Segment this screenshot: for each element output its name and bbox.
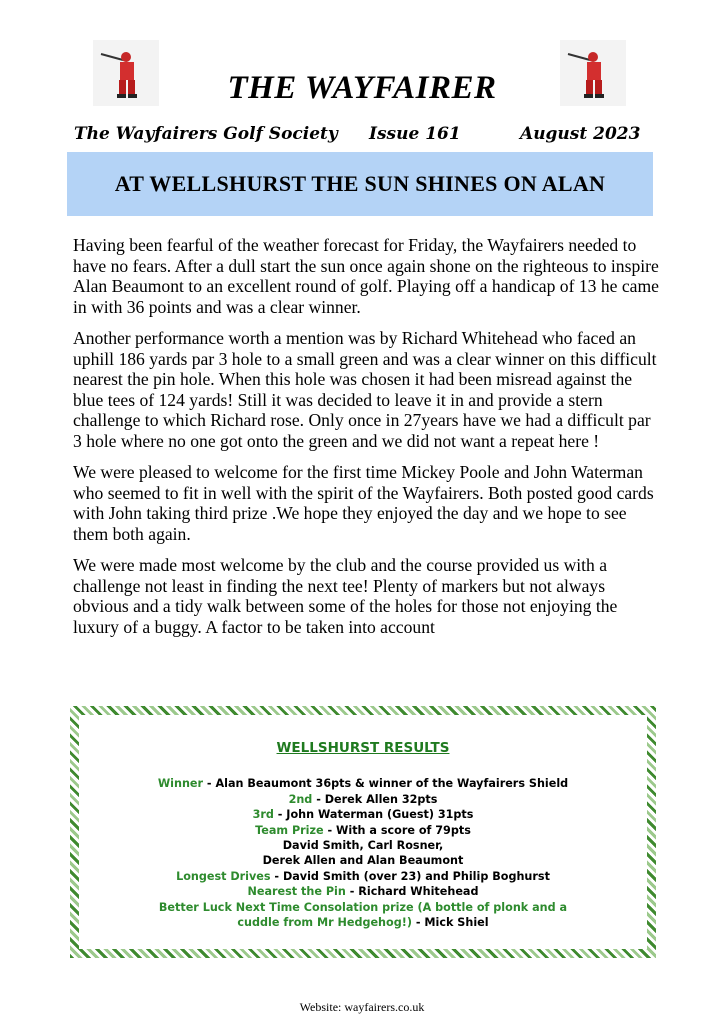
article-paragraph: We were made most welcome by the club and the course provided us with a challenge not least in finding the next tee! Plenty of markers but not always obvious and a tidy walk between some of the holes for those not enjoying the luxury of a buggy. A factor to be taken into account <box>73 555 618 637</box>
article-paragraph: Another performance worth a mention was by Richard Whitehead who faced an uphill 186 yards par 3 hole to a small green and was a clear winner on this difficult nearest the pin hole. When this hole was chosen it had been misread against the blue tees of 124 yards! Still it was decided to leave it in and provide a stern challenge to which Richard rose. Only once in 27years have we had a difficult par 3 hole where no one got onto the green and we did not want a repeat here ! <box>73 328 657 451</box>
website-footer: Website: wayfairers.co.uk <box>299 1000 425 1014</box>
result-nearest-pin: Nearest the Pin - Richard Whitehead <box>247 885 479 899</box>
result-team-members: David Smith, Carl Rosner, <box>282 839 444 853</box>
result-third: 3rd - John Waterman (Guest) 31pts <box>252 808 474 822</box>
result-team-prize: Team Prize - With a score of 79pts <box>255 823 471 837</box>
newsletter-title: THE WAYFAIRER <box>227 70 497 106</box>
issue-number: Issue 161 <box>369 124 461 144</box>
article-paragraph: We were pleased to welcome for the first time Mickey Poole and John Waterman who seemed to fit in well with the spirit of the Wayfairers. Both posted good cards with John taking third prize .We hope they enjoyed the day and we hope to see them both again. <box>73 462 654 544</box>
headline-banner <box>67 152 653 216</box>
result-consolation: cuddle from Mr Hedgehog!) - Mick Shiel <box>237 916 489 930</box>
result-second: 2nd - Derek Allen 32pts <box>288 792 438 806</box>
headline: AT WELLSHURST THE SUN SHINES ON ALAN <box>114 171 606 196</box>
society-name: The Wayfairers Golf Society <box>74 124 338 144</box>
results-box <box>70 706 656 958</box>
issue-date: August 2023 <box>520 124 641 144</box>
article-body <box>73 235 663 648</box>
masthead-subline <box>74 124 641 146</box>
result-consolation: Better Luck Next Time Consolation prize (A bottle of plonk and a <box>158 900 568 914</box>
result-team-members: Derek Allen and Alan Beaumont <box>262 854 464 868</box>
result-longest-drives: Longest Drives - David Smith (over 23) and Philip Boghurst <box>176 869 550 883</box>
results-title: WELLSHURST RESULTS <box>276 740 450 756</box>
result-winner: Winner - Alan Beaumont 36pts & winner of the Wayfairers Shield <box>157 777 569 791</box>
article-paragraph: Having been fearful of the weather forecast for Friday, the Wayfairers needed to have no fears. After a dull start the sun once again shone on the righteous to inspire Alan Beaumont to an excellent round of golf. Playing off a handicap of 13 he came in with 36 points and was a clear winner. <box>73 235 659 317</box>
